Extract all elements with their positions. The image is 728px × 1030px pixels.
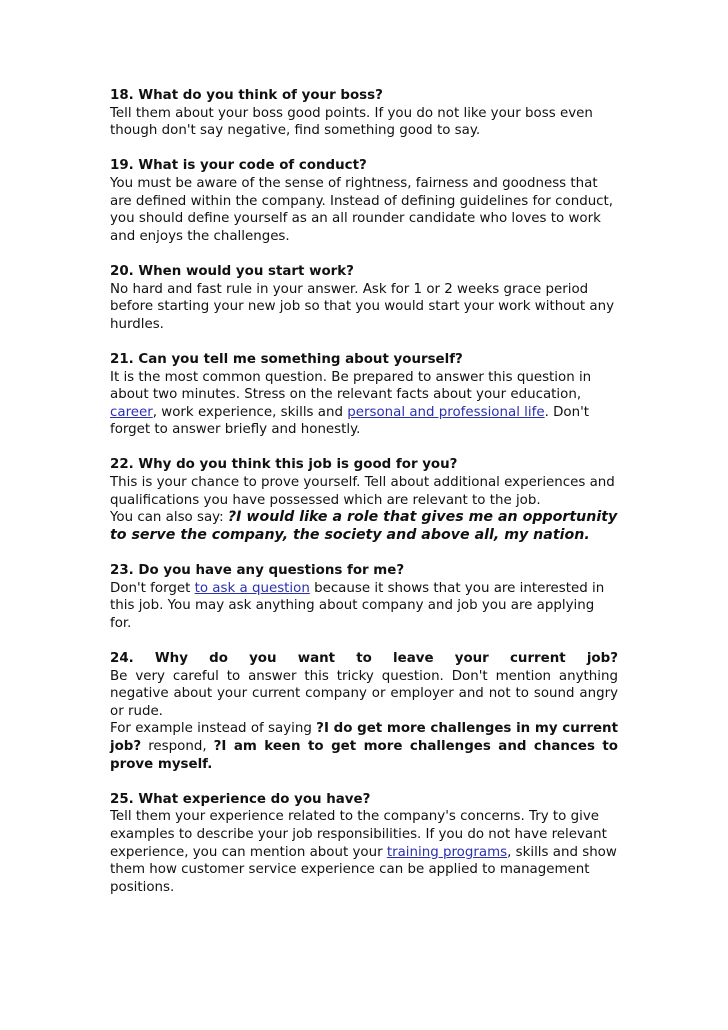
answer-text: No hard and fast rule in your answer. Ask for 1 or 2 weeks grace period before starting your new job so that you would start your work without any hurdles. [110,281,614,332]
question-heading: 24. Why do you want to leave your current job? [110,651,618,666]
answer-text: Be very careful to answer this tricky question. Don't mention anything negative about your current company or employer and not to sound angry or rude. [110,668,618,719]
question-heading: 25. What experience do you have? [110,791,371,807]
question-23 [110,562,618,632]
emphasized-quote: ?I do get more challenges in my current job? [110,721,618,754]
answer-segment: because it shows that you are interested in this job. You may ask anything about company and job you are applying for. [110,580,605,631]
answer-segment: , skills and show them how customer service experience can be applied to management positions. [110,844,617,895]
answer-text: Tell them about your boss good points. If you do not like your boss even though don't say negative, find something good to say. [110,105,593,139]
question-25 [110,791,618,897]
answer-text: You must be aware of the sense of rightness, fairness and goodness that are defined within the company. Instead of defining guidelines for conduct, you should define yourself as an all rounder candidate who loves to work and enjoys the challenges. [110,175,614,244]
answer-text [110,580,618,633]
question-heading: 20. When would you start work? [110,263,354,279]
answer-example [110,720,618,773]
ask-a-question-link[interactable]: to ask a question [194,580,310,596]
answer-segment: It is the most common question. Be prepared to answer this question in about two minutes. Stress on the relevant facts about your education, [110,369,592,403]
question-19 [110,157,618,245]
answer-segment: . Don't forget to answer briefly and honestly. [110,404,590,438]
answer-segment: Tell them your experience related to the company's concerns. Try to give examples to describe your job responsibilities. If you do not have relevant experience, you can mention about your [110,809,607,860]
answer-quote-line [110,509,618,544]
question-22 [110,456,618,544]
answer-text [110,808,618,896]
question-heading: 22. Why do you think this job is good for you? [110,457,458,473]
question-21 [110,351,618,439]
document-page [110,87,618,914]
question-heading: 23. Do you have any questions for me? [110,563,405,579]
question-18 [110,87,618,140]
answer-segment: respond, [141,738,214,754]
question-heading: 19. What is your code of conduct? [110,158,367,174]
answer-segment: , work experience, skills and [152,404,348,420]
question-24 [110,650,618,773]
question-heading: 18. What do you think of your boss? [110,88,383,103]
personal-professional-life-link[interactable]: personal and professional life [347,404,545,420]
emphasized-quote: ?I would like a role that gives me an opportunity to serve the company, the society and above all, my nation. [110,509,618,543]
answer-segment: Don't forget [110,580,195,596]
question-heading: 21. Can you tell me something about yourself? [110,351,463,367]
answer-segment: You can also say: [110,510,228,526]
answer-text [110,369,618,439]
career-link[interactable]: career [110,404,153,420]
emphasized-quote: ?I am keen to get more challenges and chances to prove myself. [110,738,619,772]
question-20 [110,263,618,333]
training-programs-link[interactable]: training programs [386,844,508,860]
answer-segment: For example instead of saying [110,721,317,737]
answer-text: This is your chance to prove yourself. Tell about additional experiences and qualifications you have possessed which are relevant to the job. [110,475,615,508]
